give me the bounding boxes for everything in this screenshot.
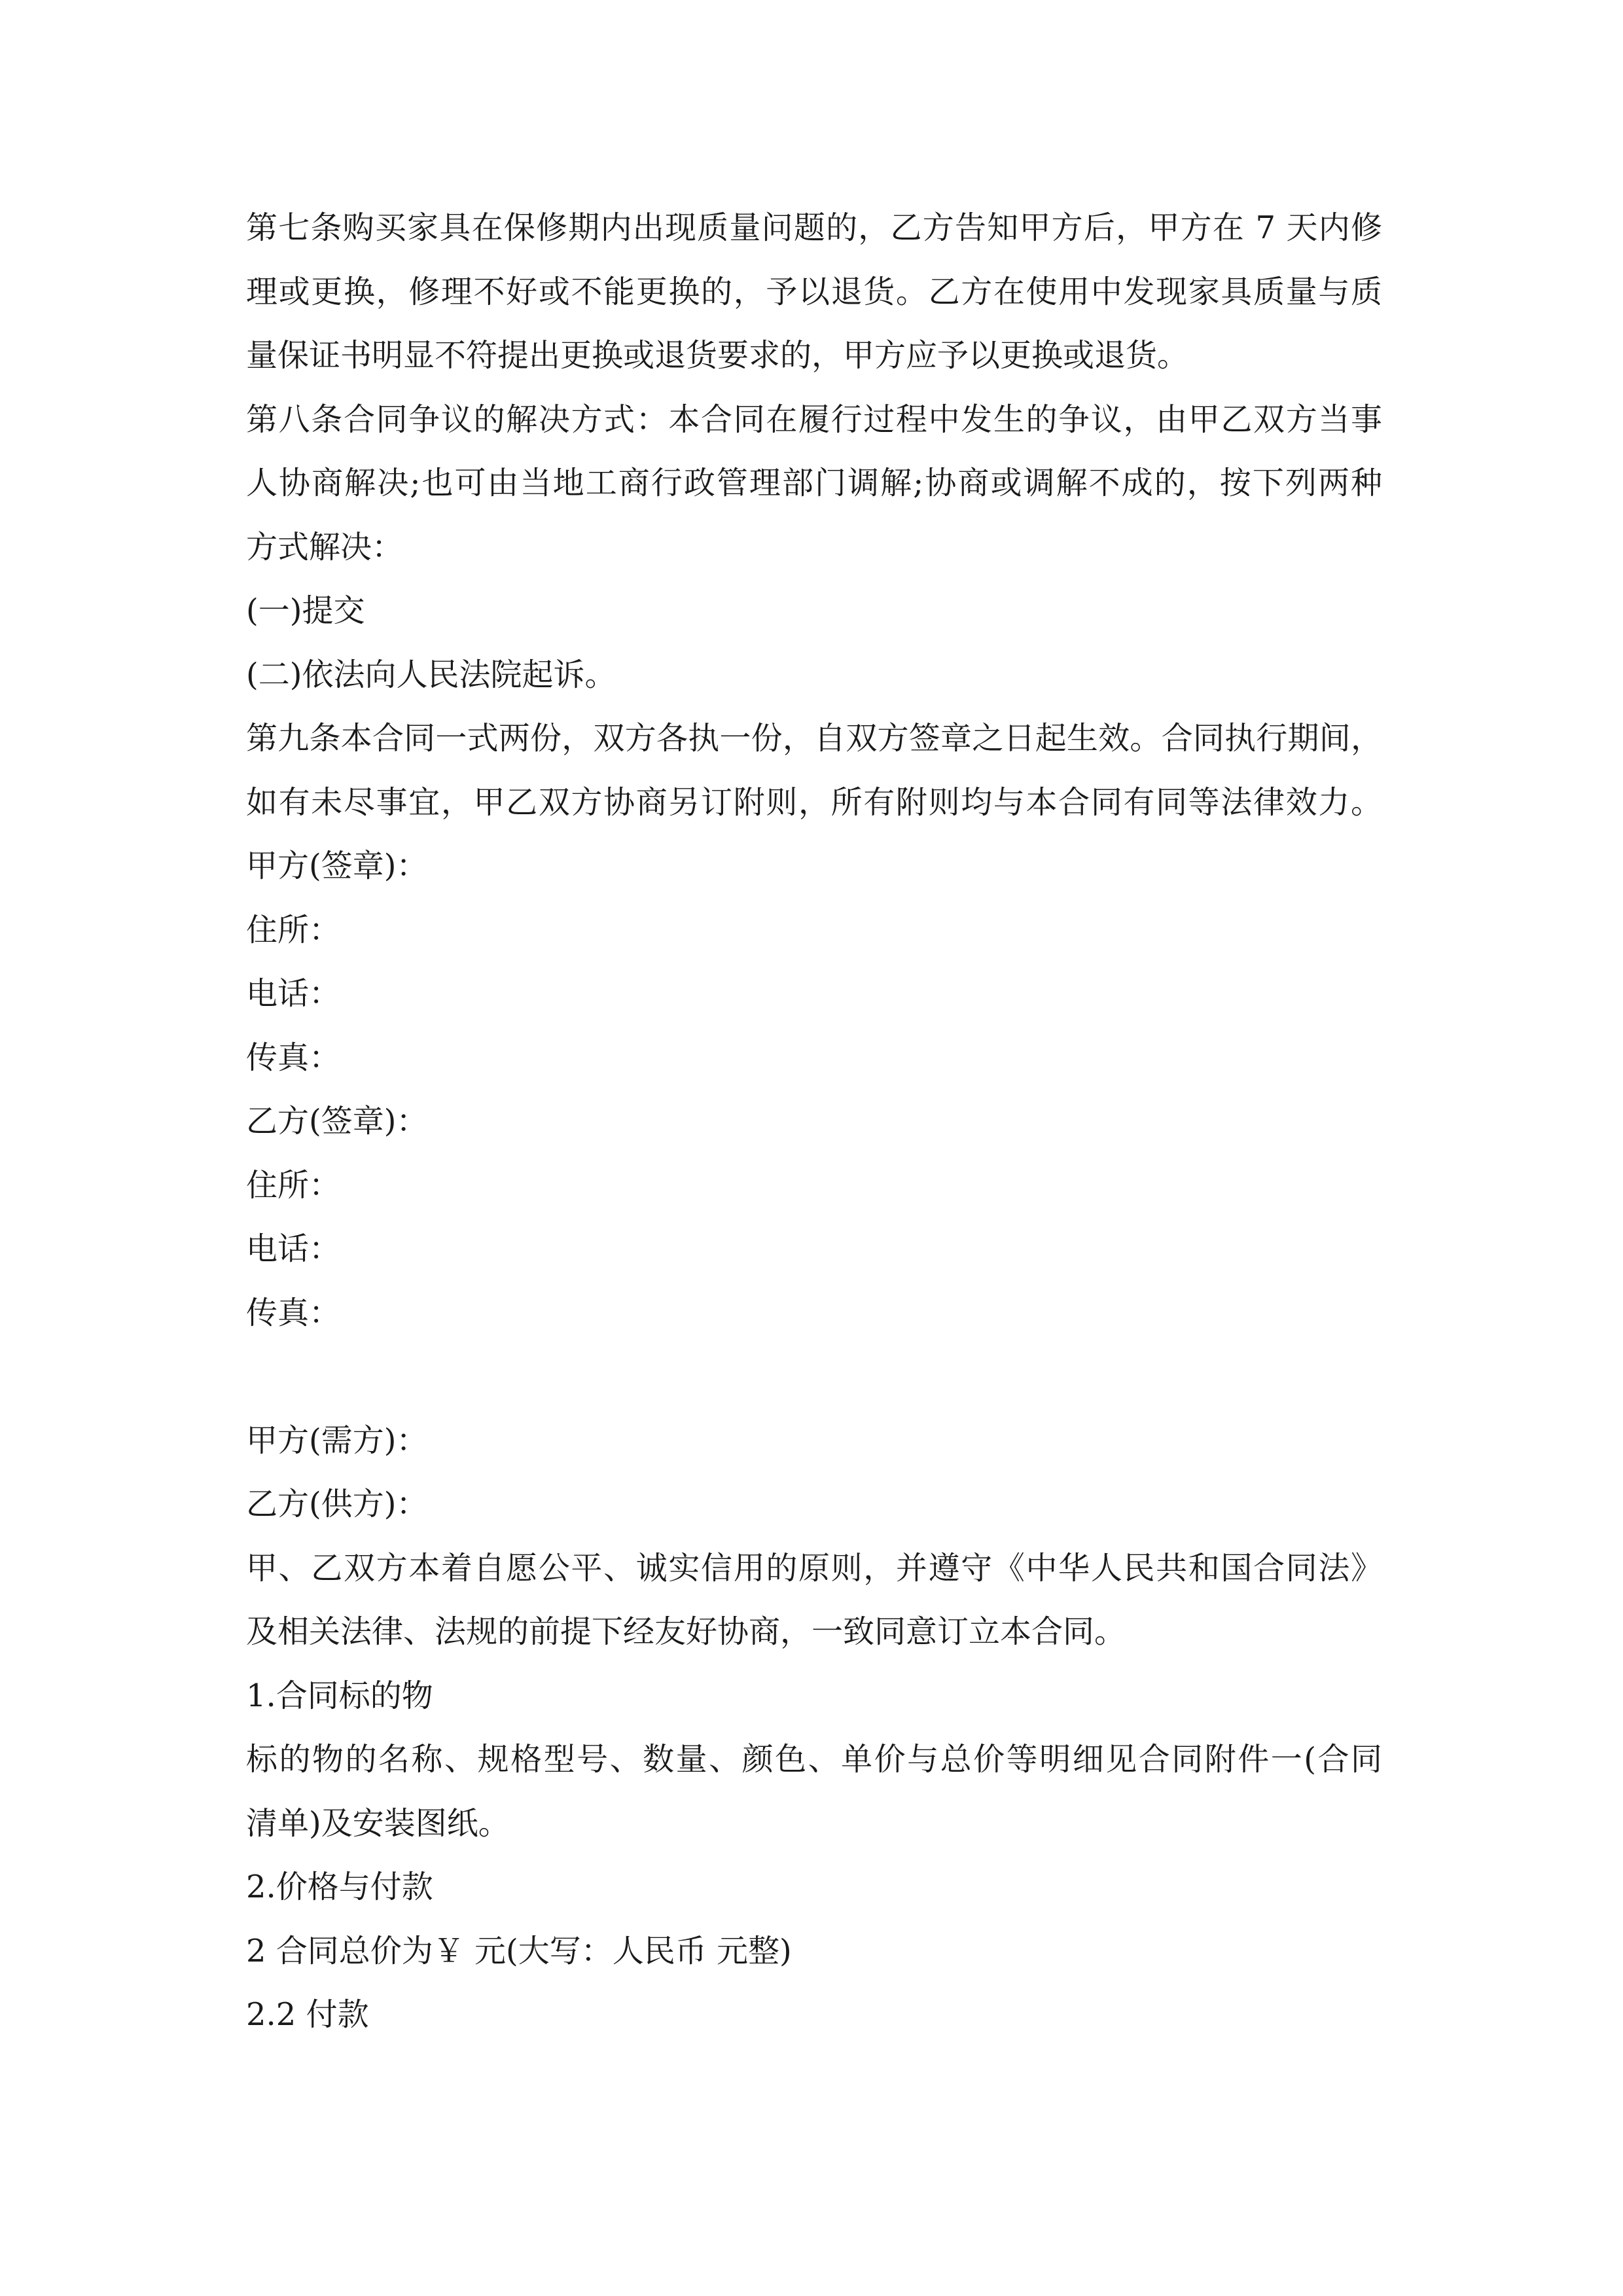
paragraph-line: 甲、乙双方本着自愿公平、诚实信用的原则，并遵守《中华人民共和国合同法》 [246,1549,1382,1587]
paragraph-line: 量保证书明显不符提出更换或退货要求的，甲方应予以更换或退货。 [246,337,1189,374]
section-heading: 2.价格与付款 [246,1869,433,1905]
paragraph-line: 第七条购买家具在保修期内出现质量问题的，乙方告知甲方后，甲方在 7 天内修 [246,209,1382,246]
paragraph-line: 清单)及安装图纸。 [246,1804,510,1842]
paragraph-line: 2 合同总价为￥ 元(大写：人民币 元整) [246,1932,792,1969]
party-field: 乙方(供方)： [246,1486,428,1522]
section-heading: 1.合同标的物 [246,1677,433,1714]
signature-field: 乙方(签章)： [246,1103,428,1139]
address-field: 住所： [246,911,341,948]
list-item: (一)提交 [246,592,365,629]
phone-field: 电话： [246,1230,341,1267]
paragraph-line: 方式解决： [246,528,404,565]
list-item: (二)依法向人民法院起诉。 [246,656,616,693]
signature-field: 甲方(签章)： [246,848,428,884]
party-field: 甲方(需方)： [246,1422,428,1459]
paragraph-line: 第八条合同争议的解决方式：本合同在履行过程中发生的争议，由甲乙双方当事 [246,401,1382,438]
section-gap [246,1345,1382,1409]
address-field: 住所： [246,1166,341,1204]
document-body [246,196,1382,2047]
paragraph-line: 第九条本合同一式两份，双方各执一份，自双方签章之日起生效。合同执行期间， [246,720,1382,757]
paragraph-line: 及相关法律、法规的前提下经友好协商，一致同意订立本合同。 [246,1613,1126,1650]
paragraph-line: 理或更换，修理不好或不能更换的，予以退货。乙方在使用中发现家具质量与质 [246,273,1382,310]
fax-field: 传真： [246,1294,341,1331]
paragraph-line: 人协商解决;也可由当地工商行政管理部门调解;协商或调解不成的，按下列两种 [246,465,1382,501]
paragraph-line: 如有未尽事宜，甲乙双方协商另订附则，所有附则均与本合同有同等法律效力。 [246,783,1382,821]
phone-field: 电话： [246,975,341,1012]
section-heading: 2.2 付款 [246,1996,369,2033]
fax-field: 传真： [246,1039,341,1076]
paragraph-line: 标的物的名称、规格型号、数量、颜色、单价与总价等明细见合同附件一(合同 [246,1741,1382,1778]
